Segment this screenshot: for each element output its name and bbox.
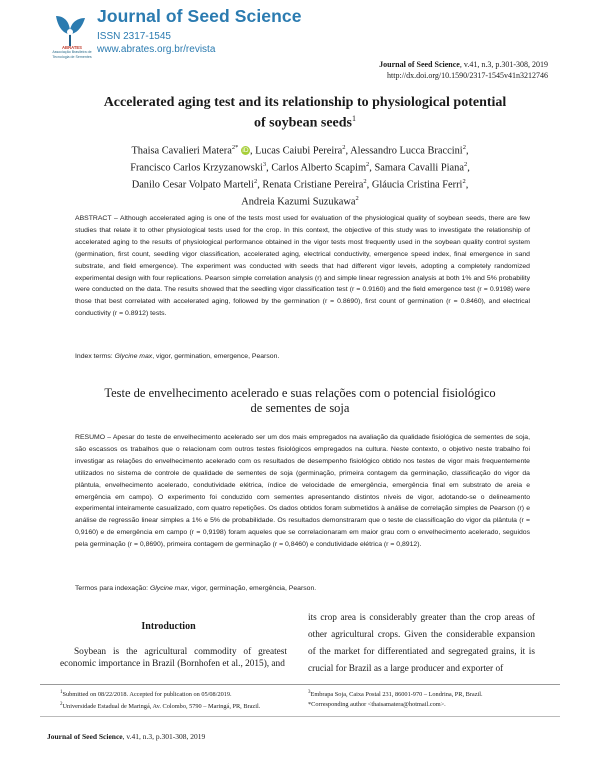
resumo-label: RESUMO (75, 434, 106, 441)
journal-logo-icon (52, 12, 88, 48)
abstract-label: ABSTRACT (75, 215, 112, 222)
page-footer: Journal of Seed Science, v.41, n.3, p.301-308, 2019 (47, 732, 206, 741)
orcid-icon[interactable]: iD (242, 147, 249, 155)
author: Renata Cristiane Pereira (262, 179, 364, 191)
author: Samara Cavalli Piana (374, 162, 464, 174)
author-list: Thaisa Cavalieri Matera$^{2*}$ iD, Lucas Caiubi Pereira$^2$, Alessandro Lucca Braccini$^2$, Francisco Carlos Krzyzanowski$^3$, Carlos Alberto Scapim$^2$, Samara Cavalli Piana$^2$, Danilo Cesar Volpato Marteli$^2$, Renata Cristiane Pereira$^2$, Gláucia Cristina Ferri$^2$, Andreia Kazumi Suzukawa$^2$ (130, 144, 470, 208)
author: Gláucia Cristina Ferri (371, 179, 463, 191)
footnotes-left: $^1$Submitted on 08/22/2018. Accepted for publication on 05/08/2019. $^2$Universidade Estadual de Maringá, Av. Colombo, 5790 – Maringá, PR, Brazil. (60, 690, 261, 710)
termos-indexacao: Termos para indexação: Glycine max, vigor, germinação, emergência, Pearson. (75, 585, 317, 592)
citation-ref: , v.41, n.3, p.301-308, 2019 (459, 60, 548, 69)
logo-text: ABRATES (62, 45, 82, 50)
author: Alessandro Lucca Braccini (350, 145, 463, 157)
body-left-column: Soybean is the agricultural commodity of greatest economic importance in Brazil (Bornhofen et al., 2015), and (60, 647, 287, 670)
footer-divider (40, 716, 560, 717)
author: Lucas Caiubi Pereira (255, 145, 343, 157)
journal-name: Journal of Seed Science (97, 6, 302, 26)
logo-tagline: Associação Brasileira de Tecnologia de Sementes (52, 50, 92, 59)
body-right-column: its crop area is considerably greater than the crop areas of other agricultural crops. Given the considerable expansion of the market for differentiated and segregated grains, it is crucial for Brazil as a large producer and exporter of (308, 613, 535, 674)
resumo (75, 432, 530, 551)
author: Danilo Cesar Volpato Marteli (131, 179, 254, 191)
citation-journal: Journal of Seed Science (379, 60, 460, 69)
logo-caption (44, 46, 100, 59)
author: Carlos Alberto Scapim (271, 162, 367, 174)
citation-block (379, 59, 548, 81)
footnotes-right: $^3$Embrapa Soja, Caixa Postal 231, 86001-970 – Londrina, PR, Brazil. *Corresponding author <thaisamatera@hotmail.com>. (308, 690, 483, 708)
corresponding-author: *Corresponding author <thaisamatera@hotmail.com>. (308, 700, 446, 708)
section-heading-introduction: Introduction (141, 621, 196, 632)
journal-issn: ISSN 2317-1545 (97, 31, 171, 42)
author: Francisco Carlos Krzyzanowski (130, 162, 263, 174)
abstract-text: – Although accelerated aging is one of the tests most used for evaluation of the physiological quality of soybean seeds, there are few studies that relate it to other physiological tests used for the crop. In this context, the objective of this study was to investigate the relationship of accelerated aging to the results of physiological performance obtained in the vigor tests most frequently used in the soybean quality control system (germination, first count, seedling vigor classification, accelerated aging, electrical conductivity, emergence speed index, final emergence in sand substrate, and field emergence). The experiment was conducted with seeds that had different vigor levels, adopting a completely randomized experimental design with four replications. Pearson simple correlation analysis (r) and simple linear regression analysis at both 1% and 5% probability were conducted on the data. The results showed that the seedling vigor classification test (r = 0.9160) and the field emergence test (r = 0.9198) were those that best correlated with accelerated aging, followed by the germination (r = 0.8690), first count of germination (r = 0.8460), and electrical conductivity (r = 0.8912) tests. (75, 215, 530, 318)
portuguese-title: Teste de envelhecimento acelerado e suas relações com o potencial fisiológico de sementes de soja (104, 386, 496, 415)
resumo-text: – Apesar do teste de envelhecimento acelerado ser um dos mais empregados na avaliação da qualidade fisiológica de sementes de soja, são escassos os trabalhos que o relacionam com outros testes fisiológicos empregados na cultura. Neste contexto, o objetivo neste trabalho foi investigar as relações do envelhecimento acelerado com os resultados de desempenho fisiológico obtido nos testes de vigor mais frequentemente utilizados no sistema de controle de qualidade de sementes de soja (germinação, primeira contagem da germinação, classificação do vigor da plântula, envelhecimento acelerado, condutividade elétrica, índice de velocidade de emergência, emergência final em substrato de areia e emergência em campo). O experimento foi conduzido com sementes apresentando distintos níveis de vigor, adotando-se o delineamento experimental inteiramente casualizado, com quatro repetições. Os dados obtidos foram submetidos à análise de correlação simples de Pearson (r) e análise de regressão linear simples a 1% e 5% de probabilidade. Os resultados demonstraram que o teste de classificação do vigor da plântula (r = 0,9160) e de emergência em campo (r = 0,9198) foram aqueles que se correlacionaram em maior grau com o envelhecimento acelerado, seguidos pela germinação (r = 0,8690), primeira contagem de germinação (r = 0,8460) e condutividade elétrica (r = 0,8912). (75, 434, 530, 549)
article-title: Accelerated aging test and its relationship to physiological potential of soybean seeds$^1$ (103, 95, 507, 131)
journal-url-link[interactable]: www.abrates.org.br/revista (97, 44, 216, 55)
author: Thaisa Cavalieri Matera (131, 145, 232, 157)
author: Andreia Kazumi Suzukawa (241, 196, 356, 208)
doi-link[interactable]: http://dx.doi.org/10.1590/2317-1545v41n3212746 (387, 71, 548, 80)
abstract (75, 213, 530, 320)
index-terms: Index terms: Glycine max, vigor, germination, emergence, Pearson. (75, 353, 280, 360)
footnote-divider (40, 684, 560, 685)
